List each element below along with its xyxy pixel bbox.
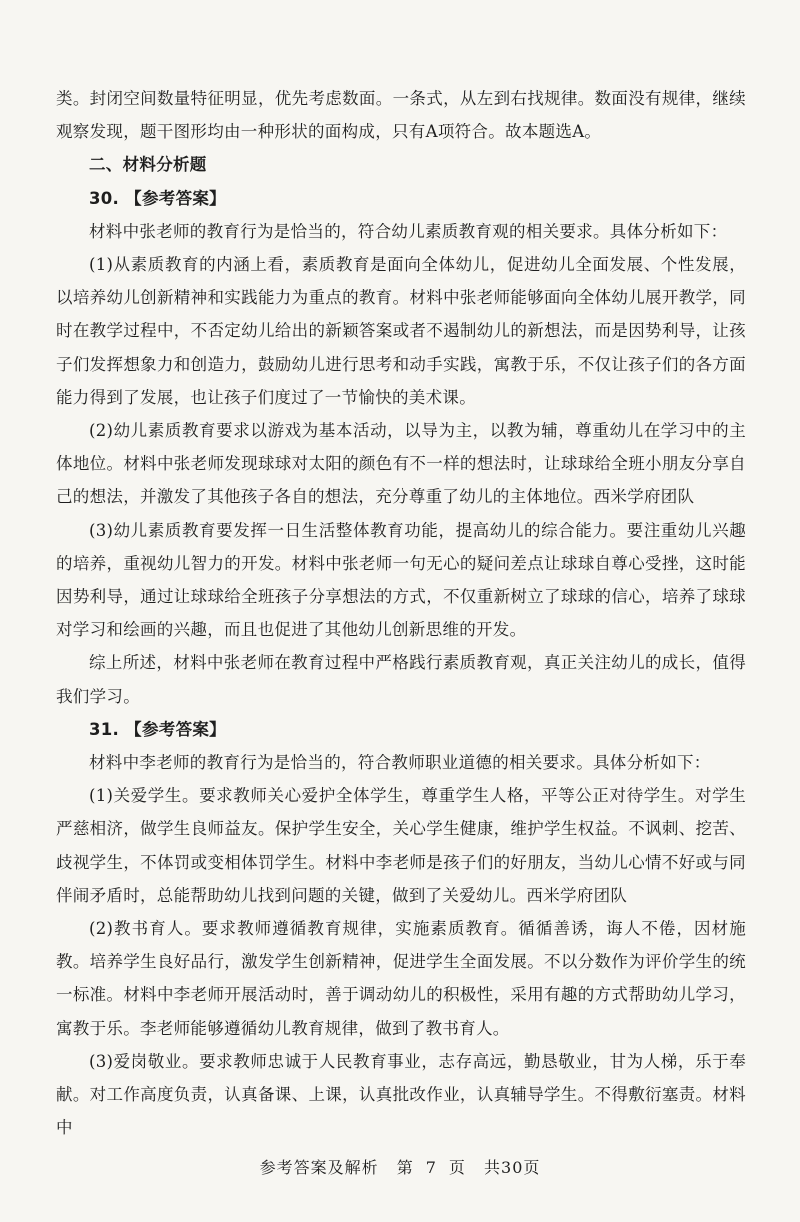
question-31-intro: 材料中李老师的教育行为是恰当的，符合教师职业道德的相关要求。具体分析如下： <box>89 753 711 773</box>
question-30-heading: 30. 【参考答案】 <box>89 188 226 208</box>
footer-total-pages: 共30页 <box>484 1158 541 1177</box>
question-30-summary: 综上所述，材料中张老师在教育过程中严格践行素质教育观，真正关注幼儿的成长，值得我们学习。 <box>56 653 746 706</box>
question-31-point-2: (2)教书育人。要求教师遵循教育规律，实施素质教育。循循善诱，诲人不倦，因材施教。培养学生良好品行，激发学生创新精神，促进学生全面发展。不以分数作为评价学生的统一标准。材料中李老师开展活动时，善于调动幼儿的积极性，采用有趣的方式帮助幼儿学习，寓教于乐。李老师能够遵循幼儿教育规律，做到了教书育人。 <box>56 919 746 1038</box>
page-content <box>56 82 746 1145</box>
footer-page-prefix: 第 <box>396 1158 414 1177</box>
question-31-point-3: (3)爱岗敬业。要求教师忠诚于人民教育事业，志存高远，勤恳敬业，甘为人梯，乐于奉献。对工作高度负责，认真备课、上课，认真批改作业，认真辅导学生。不得敷衍塞责。材料中 <box>56 1051 746 1138</box>
paragraph-continuation: 类。封闭空间数量特征明显，优先考虑数面。一条式，从左到右找规律。数面没有规律，继续观察发现，题干图形均由一种形状的面构成，只有A项符合。故本题选A。 <box>56 89 746 142</box>
footer-page-unit: 页 <box>448 1158 466 1177</box>
footer-label: 参考答案及解析 <box>259 1158 379 1177</box>
question-30-point-3: (3)幼儿素质教育要发挥一日生活整体教育功能，提高幼儿的综合能力。要注重幼儿兴趣的培养，重视幼儿智力的开发。材料中张老师一句无心的疑问差点让球球自尊心受挫，这时能因势利导，通过让球球给全班孩子分享想法的方式，不仅重新树立了球球的信心，培养了球球对学习和绘画的兴趣，而且也促进了其他幼儿创新思维的开发。 <box>56 520 746 640</box>
section-heading: 二、材料分析题 <box>89 155 207 175</box>
question-30-intro: 材料中张老师的教育行为是恰当的，符合幼儿素质教育观的相关要求。具体分析如下： <box>89 221 728 241</box>
question-31-heading: 31. 【参考答案】 <box>89 719 226 739</box>
footer-page-number: 7 <box>425 1158 437 1177</box>
question-30-point-1: (1)从素质教育的内涵上看，素质教育是面向全体幼儿，促进幼儿全面发展、个性发展，以培养幼儿创新精神和实践能力为重点的教育。材料中张老师能够面向全体幼儿展开教学，同时在教学过程中，不否定幼儿给出的新颖答案或者不遏制幼儿的新想法，而是因势利导，让孩子们发挥想象力和创造力，鼓励幼儿进行思考和动手实践，寓教于乐，不仅让孩子们的各方面能力得到了发展，也让孩子们度过了一节愉快的美术课。 <box>56 255 746 407</box>
question-30-point-2: (2)幼儿素质教育要求以游戏为基本活动，以导为主，以教为辅，尊重幼儿在学习中的主体地位。材料中张老师发现球球对太阳的颜色有不一样的想法时，让球球给全班小朋友分享自己的想法，并激发了其他孩子各自的想法，充分尊重了幼儿的主体地位。西米学府团队 <box>56 421 746 507</box>
question-31-point-1: (1)关爱学生。要求教师关心爱护全体学生，尊重学生人格，平等公正对待学生。对学生严慈相济，做学生良师益友。保护学生安全，关心学生健康，维护学生权益。不讽刺、挖苦、歧视学生，不体罚或变相体罚学生。材料中李老师是孩子们的好朋友，当幼儿心情不好或与同伴闹矛盾时，总能帮助幼儿找到问题的关键，做到了关爱幼儿。西米学府团队 <box>56 786 746 905</box>
page-footer <box>0 1155 800 1178</box>
